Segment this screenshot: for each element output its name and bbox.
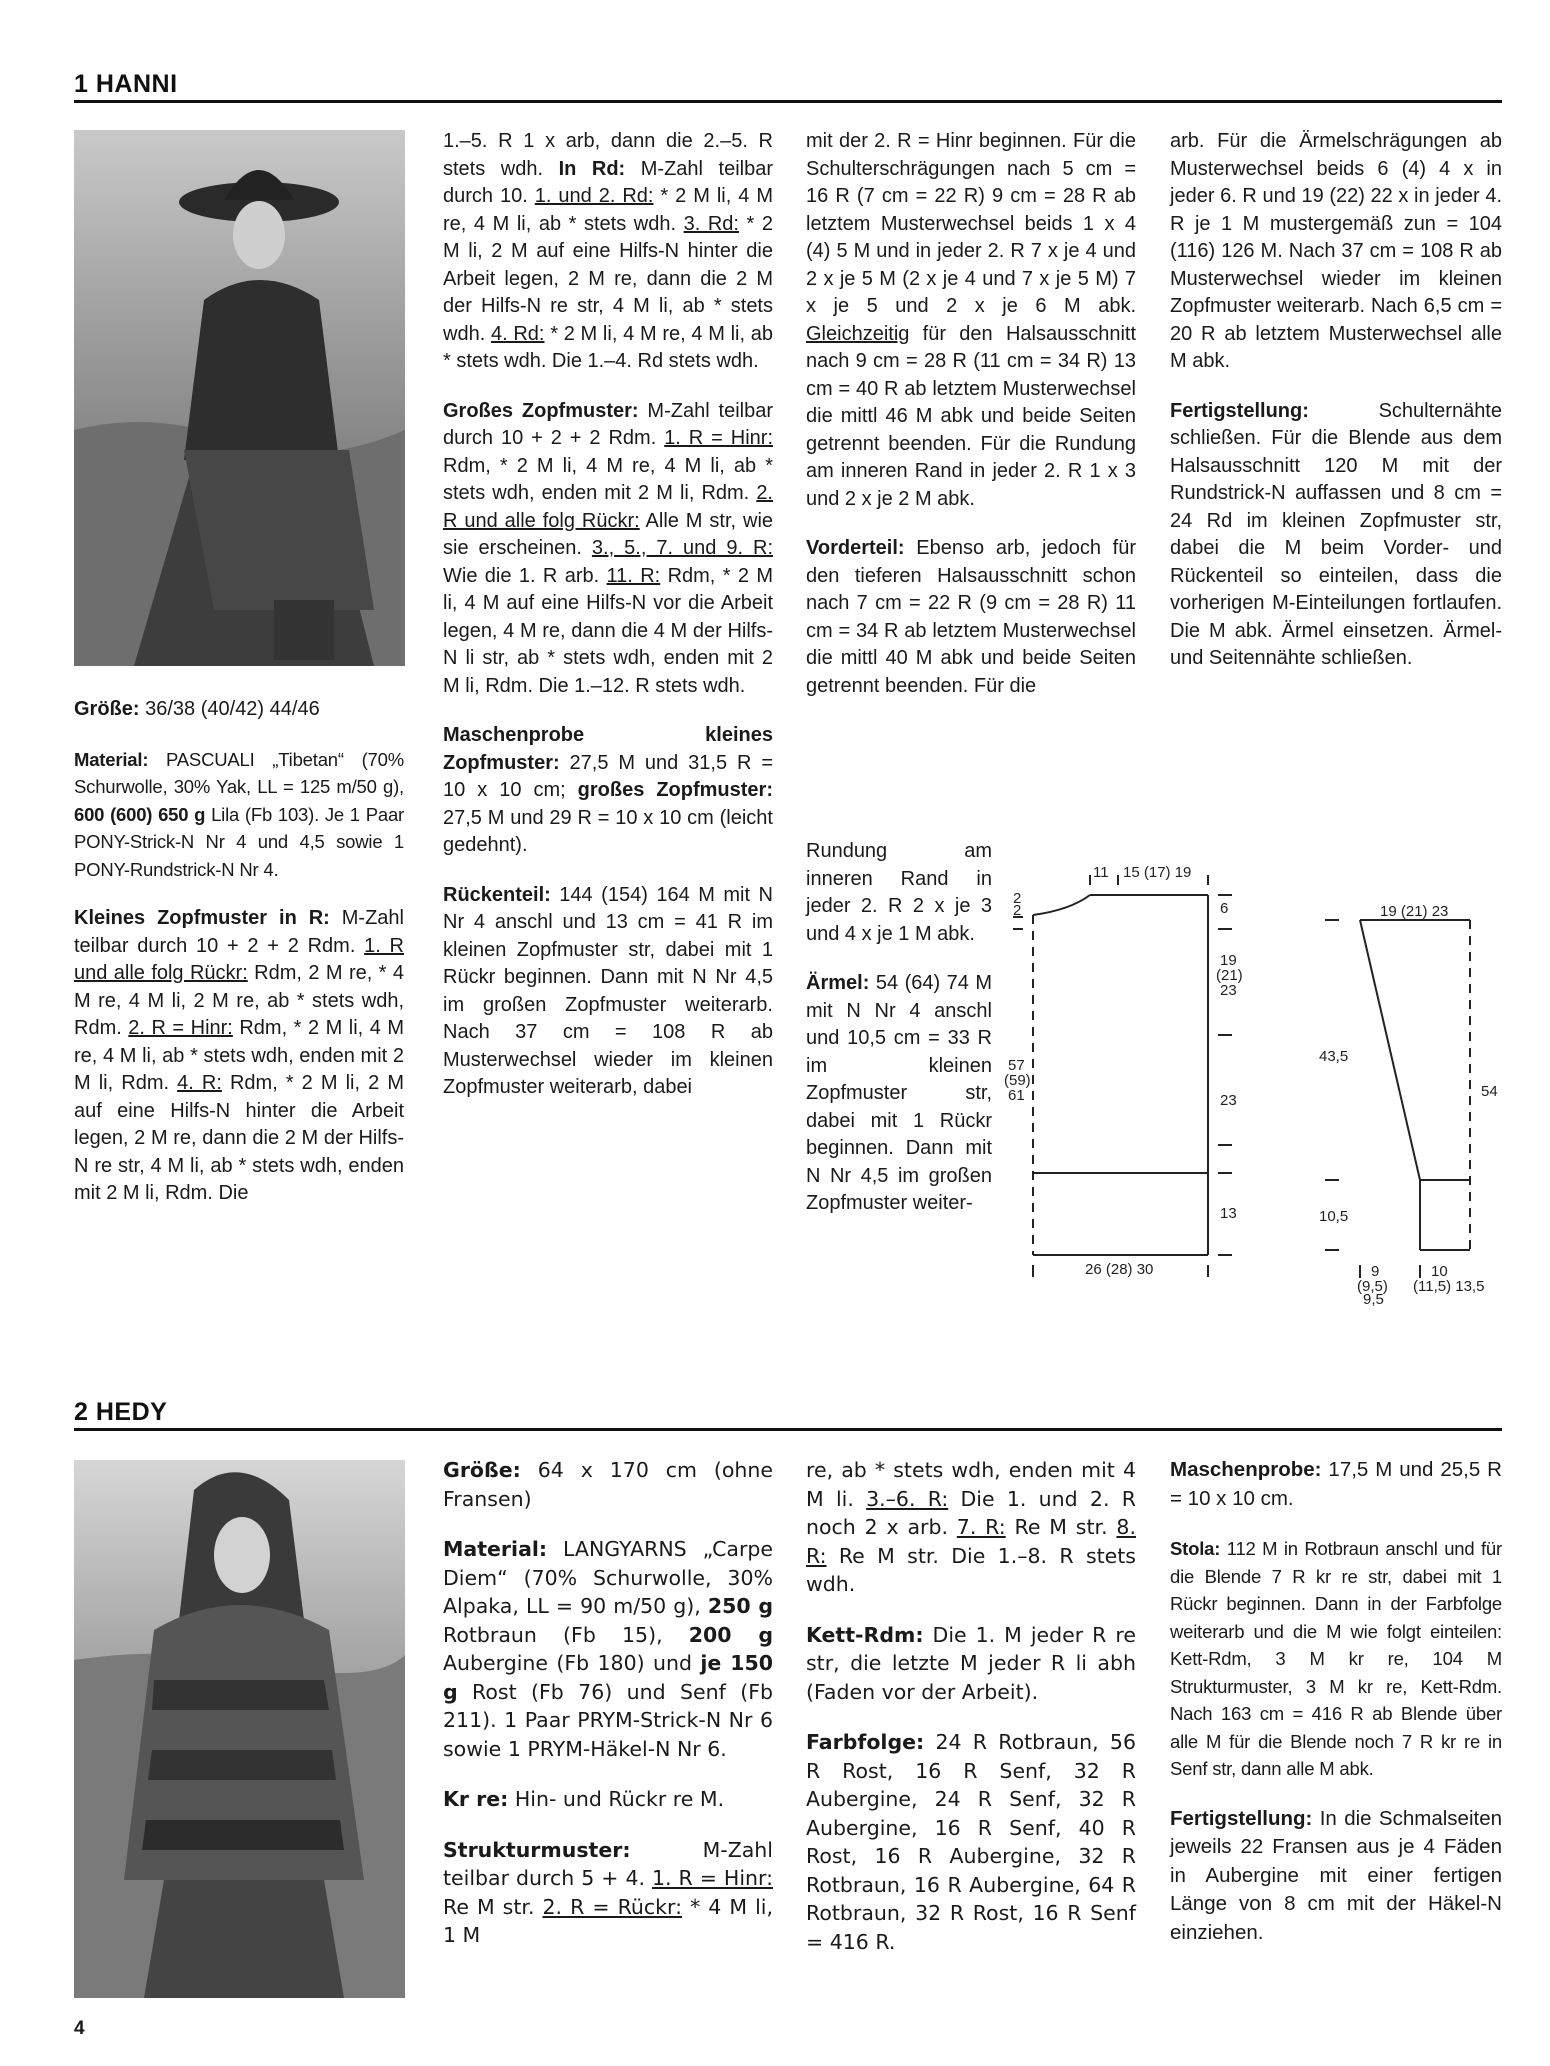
dim-width: 26 (28) 30 <box>1085 1261 1154 1278</box>
hedy-chain-edge: Kett-Rdm: Die 1. M jeder R re str, die letzte M jeder R li abh (Faden vor der Arbeit). <box>806 1622 1136 1704</box>
dim-sleeve-total: 54 <box>1481 1083 1498 1100</box>
hanni-small-cable: Kleines Zopfmuster in R: M-Zahl teilbar durch 10 + 2 + 2 Rdm. 1. R und alle folg Rückr: Rdm, 2 M re, * 4 M re, 4 M li, 2 M re, ab * stets wdh, Rdm. 2. R = Hinr: Rdm, * 2 M li, 4 M re, 4 M li, ab * stets wdh, enden mit 2 M li, Rdm. 4. R: Rdm, * 2 M li, 2 M auf eine Hilfs-N hinter die Arbeit legen, 2 M re, dann die 2 M der Hilfs-N re str, 4 M li, ab * stets wdh, enden mit 2 M li, Rdm. Die <box>74 907 404 1204</box>
photo-hanni <box>74 130 405 666</box>
hedy-color-sequence: Farbfolge: 24 R Rotbraun, 56 R Rost, 16 R Senf, 32 R Aubergine, 24 R Senf, 32 R Aubergine, 16 R Senf, 40 R Rost, 16 R Aubergine, 32 R Rotbraun, 16 R Aubergine, 64 R Rotbraun, 32 R Rost, 16 R Senf = 416 R. <box>806 1730 1136 1954</box>
dim-armhole-2: (21) <box>1216 967 1243 984</box>
hanni-column-3 <box>806 128 1136 700</box>
hanni-large-cable: Großes Zopfmuster: M-Zahl teilbar durch 10 + 2 + 2 Rdm. 1. R = Hinr: Rdm, * 2 M li, 4 M re, 4 M li, ab * stets wdh, enden mit 2 M li, Rdm. 2. R und alle folg Rückr: Alle M str, wie sie erscheinen. 3., 5., 7. und 9. R: Wie die 1. R arb. 11. R: Rdm, * 2 M li, 4 M auf eine Hilfs-N vor die Arbeit legen, 4 M re, dann die 4 M der Hilfs-N li str, ab * stets wdh, enden mit 2 M li, Rdm. Die 1.–12. R stets wdh. <box>443 399 774 697</box>
hanni-back-cont: mit der 2. R = Hinr beginnen. Für die Schulterschrägungen nach 5 cm = 16 R (7 cm = 22 R) 9 cm = 28 R ab letztem Musterwechsel beids 1 x 4 (4) 5 M und in jeder 2. R 7 x je 4 und 2 x je 5 M (2 x je 4 und 7 x je 5 M) 7 x je 5 und 2 x je 6 M abk. Gleichzeitig für den Halsausschnitt nach 9 cm = 28 R (11 cm = 34 R) 13 cm = 40 R ab letztem Musterwechsel die mittl 46 M abk und beide Seiten getrennt beenden. Für die Rundung am inneren Rand in jeder 2. R 1 x 3 und 2 x je 2 M abk. <box>806 130 1136 510</box>
hanni-material: Material: PASCUALI „Tibetan“ (70% Schurwolle, 30% Yak, LL = 125 m/50 g), 600 (600) 650 g Lila (Fb 103). Je 1 Paar PONY-Strick-N Nr 4 und 4,5 sowie 1 PONY-Rundstrick-N Nr 4. <box>74 748 404 880</box>
hedy-finishing: Fertigstellung: In die Schmalseiten jeweils 22 Fransen aus je 4 Fäden in Aubergine mit einer fertigen Länge von 8 cm mit der Häkel-N einziehen. <box>1170 1806 1502 1944</box>
hanni-small-cable-round: 1.–5. R 1 x arb, dann die 2.–5. R stets wdh. In Rd: M-Zahl teilbar durch 10. 1. und 2. Rd: * 2 M li, 4 M re, 4 M li, ab * stets wdh. 3. Rd: * 2 M li, 2 M auf eine Hilfs-N hinter die Arbeit legen, 2 M re, dann die 2 M der Hilfs-N re str, 4 M li, ab * stets wdh. 4. Rd: * 2 M li, 4 M re, 4 M li, ab * stets wdh. Die 1.–4. Rd stets wdh. <box>443 130 774 372</box>
dim-length-2: (59) <box>1004 1072 1031 1089</box>
dim-sleeve-b5: (11,5) 13,5 <box>1413 1278 1485 1295</box>
hanni-sleeve: Ärmel: 54 (64) 74 M mit N Nr 4 anschl und 10,5 cm = 33 R im kleinen Zopfmuster str, dabei mit 1 Rückr beginnen. Dann mit N Nr 4,5 im großen Zopfmuster weiter- <box>806 972 992 1214</box>
hanni-size: Größe: 36/38 (40/42) 44/46 <box>74 698 320 720</box>
photo-hanni-image <box>74 130 405 666</box>
dim-sleeve-top: 19 (21) 23 <box>1380 903 1449 920</box>
photo-hedy-image <box>74 1460 405 1998</box>
hedy-material: Material: LANGYARNS „Carpe Diem“ (70% Schurwolle, 30% Alpaka, LL = 90 m/50 g), 250 g Rotbraun (Fb 15), 200 g Aubergine (Fb 180) und je 150 g Rost (Fb 76) und Senf (Fb 211). 1 Paar PRYM-Strick-N Nr 6 sowie 1 PRYM-Häkel-N Nr 6. <box>443 1537 774 1761</box>
dim-mid: 23 <box>1220 1092 1237 1109</box>
dim-length-1: 57 <box>1008 1057 1025 1074</box>
section-title-hedy: 2 HEDY <box>74 1398 168 1426</box>
dim-sleeve-b4: 10 <box>1431 1263 1448 1280</box>
dim-armhole-3: 23 <box>1220 982 1237 999</box>
hanni-finishing: Fertigstellung: Schulternähte schließen. Für die Blende aus dem Halsausschnitt 120 M mit der Rundstrick-N auffassen und 8 cm = 24 Rd im kleinen Zopfmuster str, dabei die M beim Vorder- und Rückenteil so einteilen, dass die vorherigen M-Einteilungen fortlaufen. Die M abk. Ärmel einsetzen. Ärmel- und Seitennähte schließen. <box>1170 399 1502 669</box>
dim-sleeve-cuff: 10,5 <box>1319 1208 1349 1225</box>
hedy-column-3 <box>1170 1456 1502 1969</box>
dim-length-3: 61 <box>1008 1087 1025 1104</box>
dim-sleeve-length: 43,5 <box>1319 1048 1349 1065</box>
hedy-garter: Kr re: Hin- und Rückr re M. <box>443 1787 725 1811</box>
hanni-gauge: Maschenprobe kleines Zopfmuster: 27,5 M und 31,5 R = 10 x 10 cm; großes Zopfmuster: 27,5 M und 29 R = 10 x 10 cm (leicht gedehnt). <box>443 724 773 856</box>
photo-hedy <box>74 1460 405 1998</box>
dim-sleeve-b1: 9 <box>1371 1263 1380 1280</box>
hanni-front: Vorderteil: Ebenso arb, jedoch für den tieferen Halsausschnitt schon nach 7 cm = 22 R (9 cm = 28 R) 11 cm = 34 R ab letztem Musterwechsel die mittl 40 M abk und beide Seiten getrennt beenden. Für die <box>806 537 1136 697</box>
dim-shoulder: 15 (17) 19 <box>1123 864 1192 881</box>
hedy-texture-cont: re, ab * stets wdh, enden mit 4 M li. 3.–6. R: Die 1. und 2. R noch 2 x arb. 7. R: Re M str. 8. R: Re M str. Die 1.–8. R stets wdh. <box>806 1458 1136 1596</box>
page-number: 4 <box>74 2018 85 2039</box>
hedy-column-1 <box>443 1456 773 1972</box>
dim-armhole-1: 19 <box>1220 952 1237 969</box>
body-schematic <box>1004 855 1280 1295</box>
section-rule <box>74 100 1502 103</box>
dim-neck: 11 <box>1093 864 1109 881</box>
hanni-front-cont: Rundung am inneren Rand in jeder 2. R 2 x je 3 und 4 x je 1 M abk. <box>806 840 992 945</box>
dim-two-a: 2 <box>1013 890 1022 907</box>
dim-sleeve-b2: (9,5) <box>1357 1278 1388 1295</box>
dim-rib: 13 <box>1220 1205 1237 1222</box>
dim-sleeve-b3: 9,5 <box>1363 1291 1384 1308</box>
hanni-back: Rückenteil: 144 (154) 164 M mit N Nr 4 anschl und 13 cm = 41 R im kleinen Zopfmuster str, dabei mit 1 Rückr beginnen. Dann mit N Nr 4,5 im großen Zopfmuster weiterarb. Nach 37 cm = 108 R ab Musterwechsel wieder im kleinen Zopfmuster weiterarb, dabei <box>443 883 773 1098</box>
section-rule <box>74 1428 1502 1431</box>
dim-six: 6 <box>1220 900 1229 917</box>
section-title-hanni: 1 HANNI <box>74 70 178 98</box>
hedy-gauge: Maschenprobe: 17,5 M und 25,5 R = 10 x 10 cm. <box>1170 1458 1502 1510</box>
hanni-column-1 <box>74 696 404 1230</box>
sleeve-schematic <box>1285 890 1515 1310</box>
hanni-sleeve-cont: arb. Für die Ärmelschrägungen ab Musterwechsel beids 6 (4) 4 x in jeder 6. R und 19 (22) 22 x in jeder 4. R je 1 M mustergemäß zun = 104 (116) 126 M. Nach 37 cm = 108 R ab Musterwechsel wieder im kleinen Zopfmuster weiterarb. Nach 6,5 cm = 20 R ab letztem Musterwechsel alle M abk. <box>1170 130 1502 372</box>
hanni-column-2 <box>443 128 773 1124</box>
hedy-size: Größe: 64 x 170 cm (ohne Fransen) <box>443 1458 773 1511</box>
hanni-front-narrow <box>806 838 992 1240</box>
hedy-stole: Stola: 112 M in Rotbraun anschl und für die Blende 7 R kr re str, dabei mit 1 Rückr beginnen. Dann in der Farbfolge weiterarb und die M wie folgt einteilen: Kett-Rdm, 3 M kr re, 104 M Strukturmuster, 3 M kr re, Kett-Rdm. Nach 163 cm = 416 R ab Blende über alle M für die Blende noch 7 R kr re in Senf str, dann alle M abk. <box>1170 1538 1502 1779</box>
hanni-column-4 <box>1170 128 1502 695</box>
hedy-column-2 <box>806 1456 1136 1978</box>
hedy-texture: Strukturmuster: M-Zahl teilbar durch 5 + 4. 1. R = Hinr: Re M str. 2. R = Rückr: * 4 M li, 1 M <box>443 1837 774 1947</box>
dim-two-b: 2 <box>1013 902 1022 919</box>
